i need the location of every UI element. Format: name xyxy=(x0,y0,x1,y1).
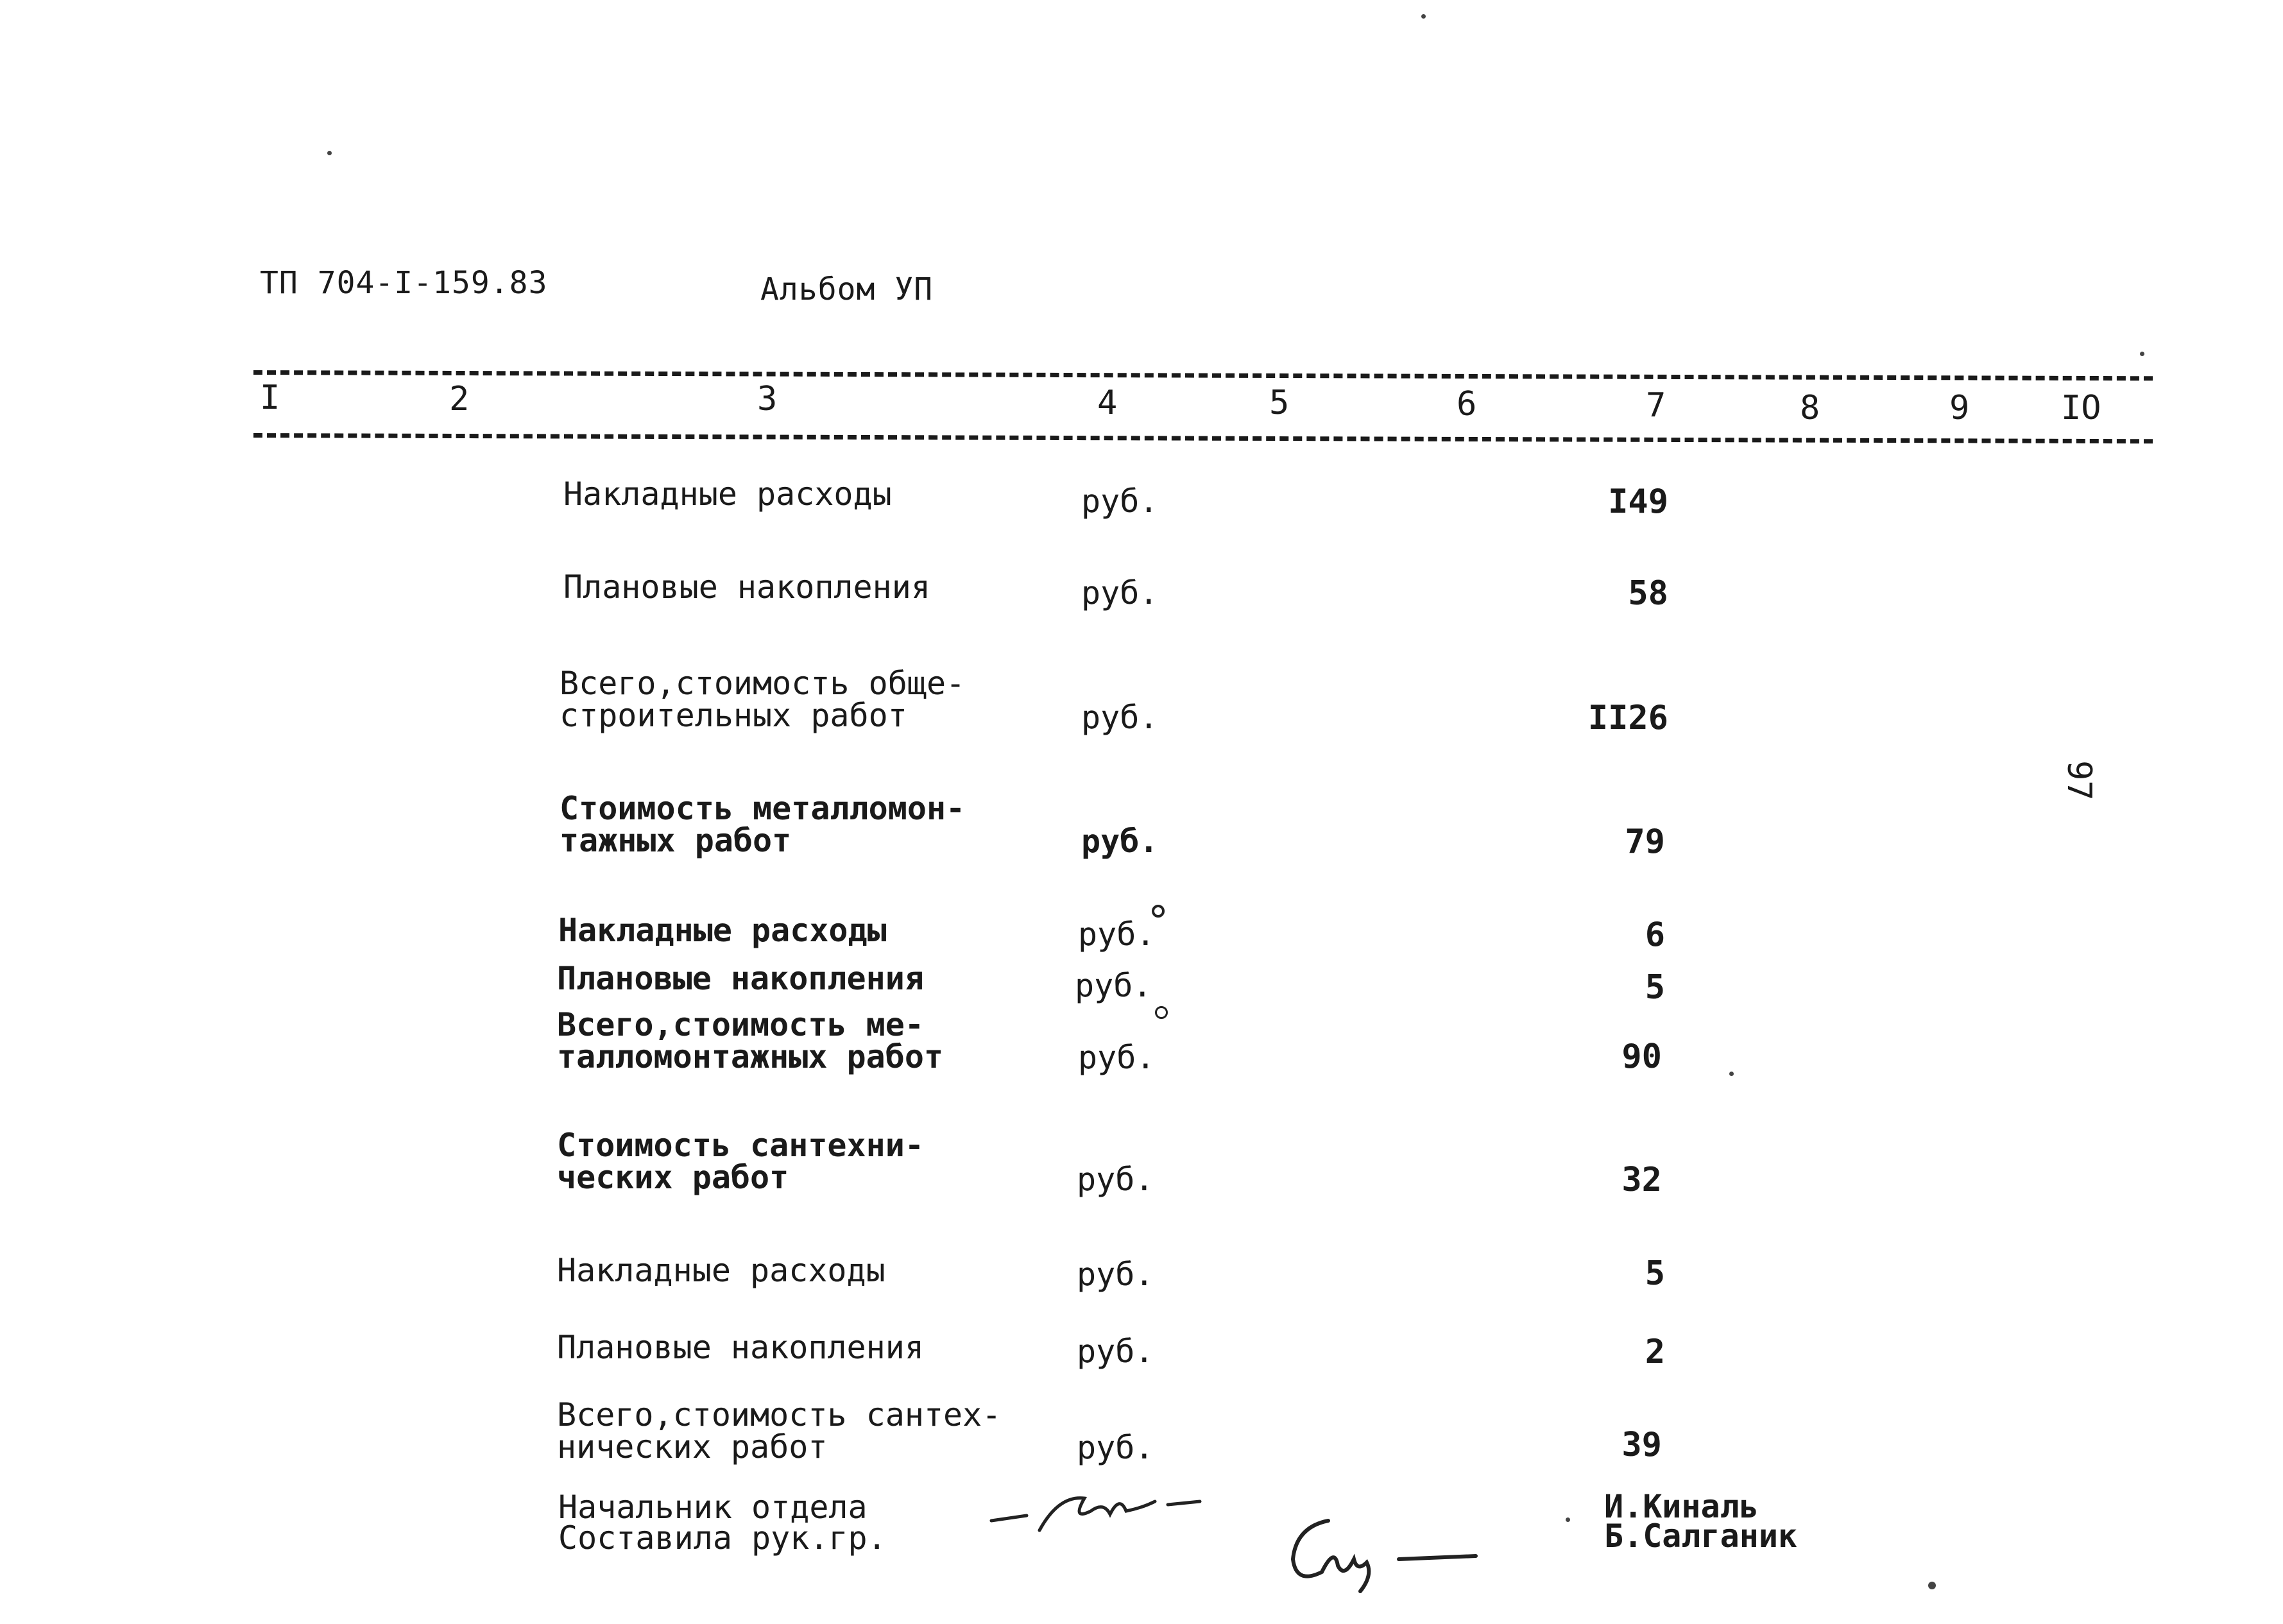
scan-speck xyxy=(1152,905,1165,918)
row-description: Плановые накопления xyxy=(557,1329,924,1366)
column-number-3: 3 xyxy=(757,380,778,418)
row-unit: руб. xyxy=(1081,823,1159,860)
column-number-4: 4 xyxy=(1097,384,1118,422)
column-number-9: 9 xyxy=(1949,389,1970,427)
scan-speck xyxy=(1155,1006,1168,1019)
row-value: 5 xyxy=(1645,1254,1665,1293)
header-top-rule xyxy=(253,370,2153,380)
row-unit: руб. xyxy=(1081,574,1159,611)
row-value: 90 xyxy=(1621,1038,1662,1076)
row-value: 39 xyxy=(1621,1426,1662,1464)
row-unit: руб. xyxy=(1075,967,1152,1004)
scan-speck xyxy=(1566,1517,1570,1522)
row-description: Стоимость сантехни- ческих работ xyxy=(557,1127,924,1196)
column-number-10: IO xyxy=(2061,389,2101,427)
column-number-1: I xyxy=(260,379,280,417)
row-description: Накладные расходы xyxy=(563,475,892,513)
column-number-7: 7 xyxy=(1646,386,1666,425)
row-description: Стоимость металломон- тажных работ xyxy=(560,790,966,859)
row-unit: руб. xyxy=(1077,1333,1154,1370)
row-description: Накладные расходы xyxy=(557,1252,885,1289)
row-unit: руб. xyxy=(1077,1161,1154,1198)
row-value: 32 xyxy=(1621,1161,1662,1199)
row-description: Накладные расходы xyxy=(558,912,887,949)
row-unit: руб. xyxy=(1081,483,1159,520)
scan-speck xyxy=(1928,1582,1936,1589)
row-unit: руб. xyxy=(1078,916,1156,953)
name-department-head: И.Киналь xyxy=(1604,1488,1759,1525)
scan-speck xyxy=(1729,1072,1734,1076)
row-description: Плановые накопления xyxy=(563,568,930,606)
role-group-lead: Составила рук.гр. xyxy=(558,1519,887,1557)
column-number-2: 2 xyxy=(449,380,470,418)
name-group-lead: Б.Салганик xyxy=(1604,1517,1798,1555)
row-unit: руб. xyxy=(1081,699,1159,736)
column-number-6: 6 xyxy=(1457,385,1477,423)
column-number-8: 8 xyxy=(1800,389,1820,427)
row-value: 2 xyxy=(1645,1333,1665,1371)
album-label: Альбом УП xyxy=(760,271,934,307)
scan-speck xyxy=(1421,14,1426,19)
row-unit: руб. xyxy=(1077,1429,1154,1466)
page-number: 97 xyxy=(2060,760,2098,801)
row-description: Всего,стоимость ме- талломонтажных работ xyxy=(557,1006,944,1075)
row-unit: руб. xyxy=(1078,1039,1156,1076)
column-number-5: 5 xyxy=(1269,384,1290,422)
scan-speck xyxy=(327,151,332,155)
row-value: I49 xyxy=(1608,483,1668,521)
signature-names xyxy=(1604,1488,1798,1555)
role-department-head: Начальник отдела xyxy=(558,1489,868,1526)
row-unit: руб. xyxy=(1077,1256,1154,1293)
row-value: 5 xyxy=(1645,968,1665,1007)
row-value: 6 xyxy=(1645,916,1665,954)
signature-roles xyxy=(558,1489,887,1557)
handwritten-signature-1 xyxy=(988,1476,1245,1546)
row-description: Всего,стоимость сантех- нических работ xyxy=(557,1396,1002,1466)
row-value: 79 xyxy=(1625,823,1665,861)
handwritten-signature-2 xyxy=(1283,1495,1501,1598)
document-code: ТП 704-I-159.83 xyxy=(260,265,548,301)
row-value: 58 xyxy=(1628,574,1668,613)
row-description: Всего,стоимость обще- строительных работ xyxy=(560,665,966,734)
row-description: Плановые накопления xyxy=(557,960,924,997)
header-bottom-rule xyxy=(253,433,2153,443)
row-value: II26 xyxy=(1587,699,1668,737)
scan-speck xyxy=(2140,352,2144,356)
